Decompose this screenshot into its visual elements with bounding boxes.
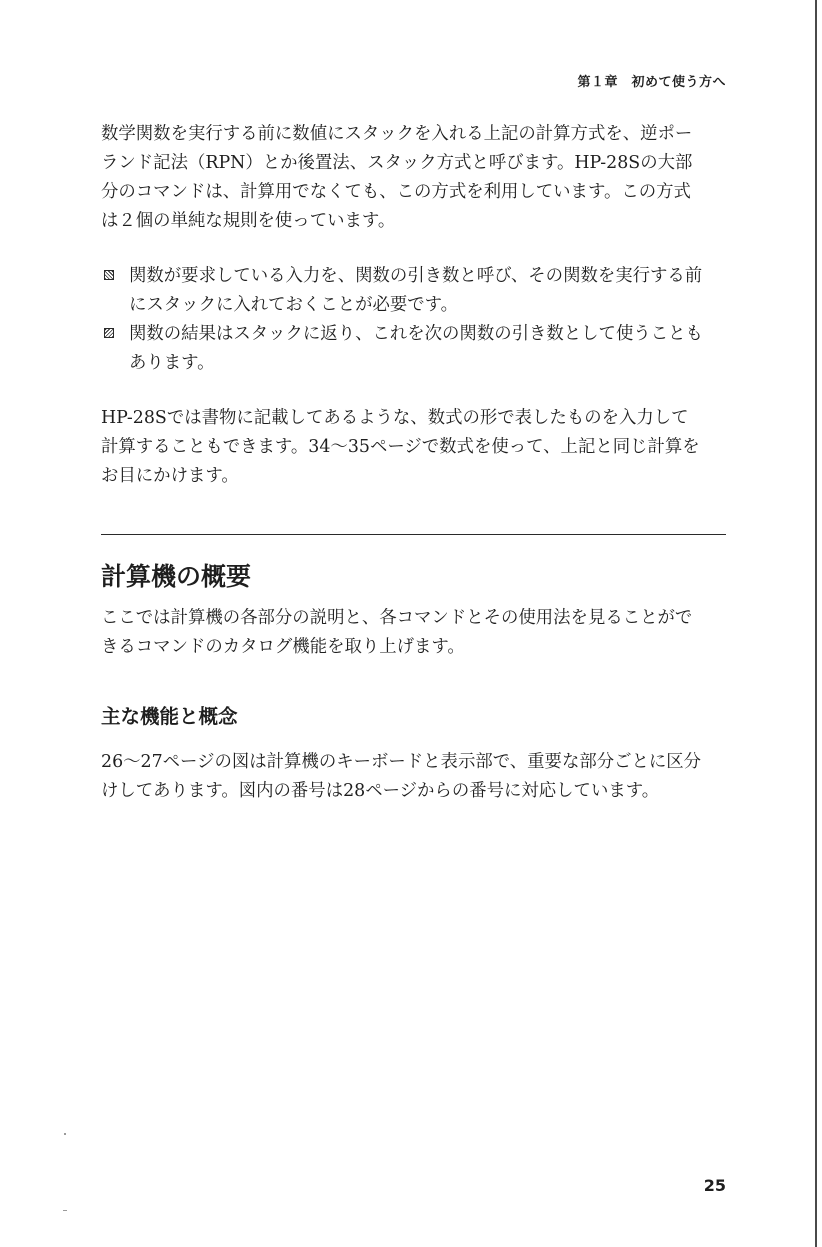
text-line: あります。 <box>129 353 215 373</box>
text-line: 分のコマンドは、計算用でなくても、この方式を利用しています。この方式 <box>101 182 691 202</box>
subsection-paragraph <box>101 748 726 806</box>
rule-item <box>101 262 726 320</box>
running-head: 第１章 初めて使う方へ <box>577 75 726 90</box>
text-line: 関数が要求している入力を、関数の引き数と呼び、その関数を実行する前 <box>129 266 703 286</box>
text-line: 関数の結果はスタックに返り、これを次の関数の引き数として使うことも <box>129 324 703 344</box>
section-paragraph <box>101 604 726 662</box>
text-line: きるコマンドのカタログ機能を取り上げます。 <box>101 637 465 657</box>
rule-item <box>101 320 726 378</box>
scan-speck <box>64 1133 66 1135</box>
text-line: ランド記法（RPN）とか後置法、スタック方式と呼びます。HP-28Sの大部 <box>101 153 693 173</box>
text-line: 計算することもできます。34～35ページで数式を使って、上記と同じ計算を <box>101 437 700 457</box>
subsection-title: 主な機能と概念 <box>101 705 238 728</box>
text-line: HP-28Sでは書物に記載してあるような、数式の形で表したものを入力して <box>101 408 689 428</box>
page-edge-line <box>815 0 817 1247</box>
intro-paragraph <box>101 120 726 236</box>
section-title: 計算機の概要 <box>101 562 252 591</box>
formula-paragraph <box>101 404 726 491</box>
square-bullet-icon <box>104 328 114 338</box>
text-line: 数学関数を実行する前に数値にスタックを入れる上記の計算方式を、逆ポー <box>101 124 693 144</box>
rules-list <box>101 262 726 378</box>
text-line: けしてあります。図内の番号は28ページからの番号に対応しています。 <box>101 781 660 801</box>
text-line: 26～27ページの図は計算機のキーボードと表示部で、重要な部分ごとに区分 <box>101 752 702 772</box>
text-line: は２個の単純な規則を使っています。 <box>101 211 396 231</box>
page-number: 25 <box>703 1176 726 1195</box>
section-divider <box>101 534 726 535</box>
scan-speck <box>63 1210 67 1211</box>
square-bullet-icon <box>104 270 114 280</box>
text-line: にスタックに入れておくことが必要です。 <box>129 295 459 315</box>
text-line: ここでは計算機の各部分の説明と、各コマンドとその使用法を見ることがで <box>101 608 693 628</box>
text-line: お目にかけます。 <box>101 466 239 486</box>
